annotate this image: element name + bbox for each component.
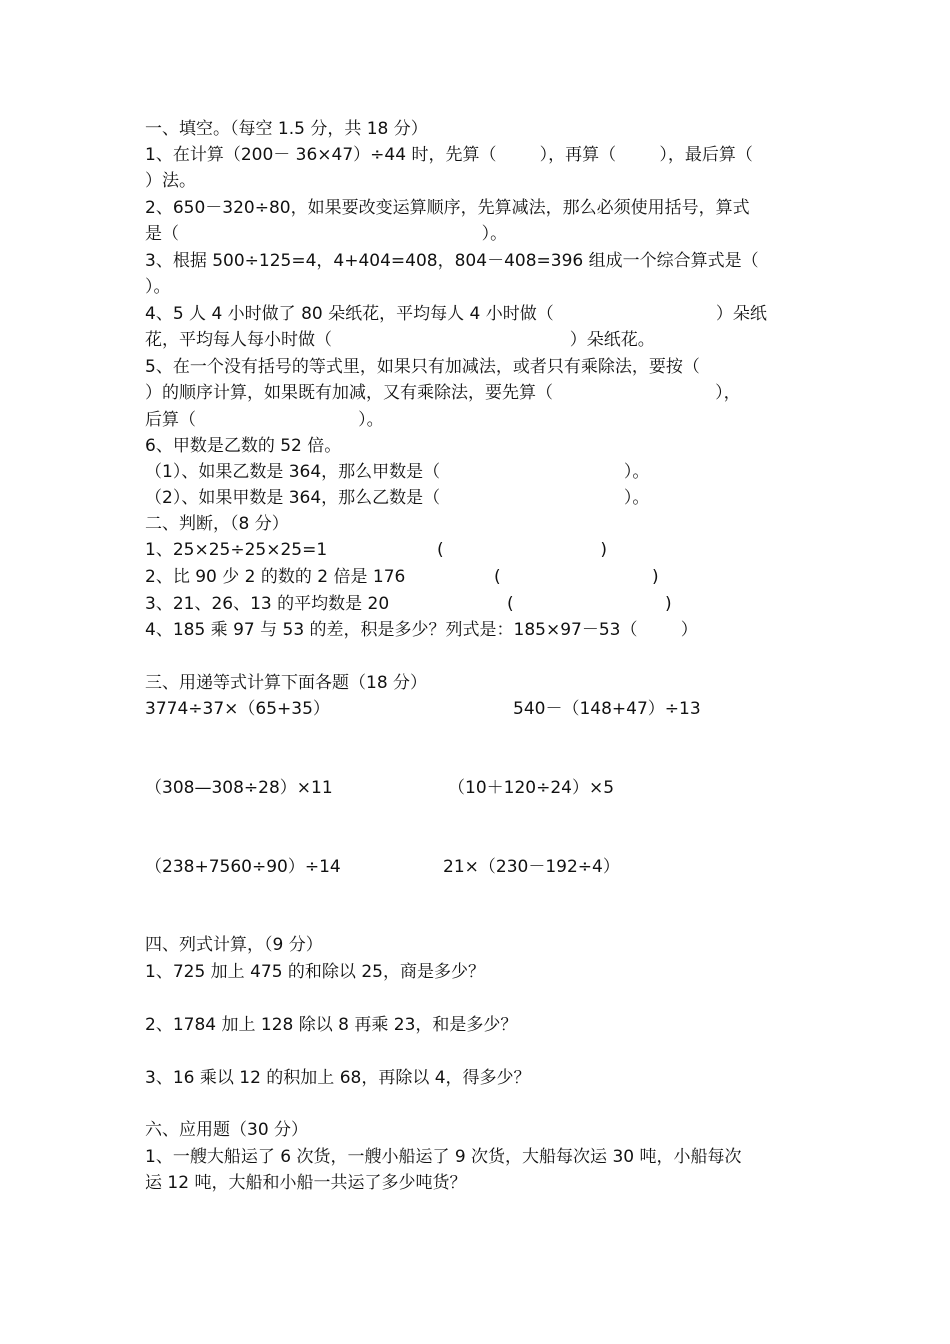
judge-item-3: 3、21、26、13 的平均数是 20 bbox=[145, 594, 390, 614]
q5-line1: 5、在一个没有括号的等式里，如果只有加减法，或者只有乘除法，要按（ bbox=[145, 357, 700, 377]
calc-problem-1: 3774÷37×（65+35） bbox=[145, 699, 330, 719]
calc-problem-6: 21×（230－192÷4） bbox=[443, 857, 620, 877]
calc-problem-3: （308—308÷28）×11 bbox=[145, 778, 333, 798]
section4-title: 四、列式计算，（9 分） bbox=[145, 935, 323, 955]
judge-item-4: 4、185 乘 97 与 53 的差，积是多少？列式是：185×97－53（ ） bbox=[145, 620, 698, 640]
judge-item-2: 2、比 90 少 2 的数的 2 倍是 176 bbox=[145, 567, 406, 587]
q3-line2: ）。 bbox=[145, 277, 171, 297]
section6-title: 六、应用题（30 分） bbox=[145, 1120, 309, 1140]
judge-blank-1: ( ) bbox=[437, 540, 607, 560]
q5-line3: 后算（ ）。 bbox=[145, 410, 384, 430]
q1-line1: 1、在计算（200－ 36×47）÷44 时，先算（ ），再算（ ），最后算（ bbox=[145, 145, 753, 165]
judge-item-1: 1、25×25÷25×25=1 bbox=[145, 540, 328, 560]
q2-line1: 2、650－320÷80，如果要改变运算顺序，先算减法，那么必须使用括号，算式 bbox=[145, 198, 750, 218]
q5-line2: ）的顺序计算，如果既有加减，又有乘除法，要先算（ ）， bbox=[145, 383, 741, 403]
app-q1-line1: 1、一艘大船运了 6 次货，一艘小船运了 9 次货，大船每次运 30 吨，小船每次 bbox=[145, 1147, 742, 1167]
q4-line1: 4、5 人 4 小时做了 80 朵纸花，平均每人 4 小时做（ ）朵纸 bbox=[145, 304, 767, 324]
judge-blank-2: ( ) bbox=[494, 567, 659, 587]
section3-title: 三、用递等式计算下面各题（18 分） bbox=[145, 673, 428, 693]
q6-sub2: （2）、如果甲数是 364，那么乙数是（ ）。 bbox=[145, 488, 650, 508]
section1-title: 一、填空。（每空 1.5 分，共 18 分） bbox=[145, 119, 428, 139]
section2-title: 二、判断，（8 分） bbox=[145, 514, 289, 534]
judge-blank-3: ( ) bbox=[507, 594, 672, 614]
q6-sub1: （1）、如果乙数是 364，那么甲数是（ ）。 bbox=[145, 462, 650, 482]
calc-problem-5: （238+7560÷90）÷14 bbox=[145, 857, 341, 877]
calc-problem-2: 540－（148+47）÷13 bbox=[513, 699, 701, 719]
word-calc-3: 3、16 乘以 12 的积加上 68，再除以 4，得多少？ bbox=[145, 1068, 531, 1088]
q1-line2: ）法。 bbox=[145, 171, 196, 191]
q6-stem: 6、甲数是乙数的 52 倍。 bbox=[145, 436, 342, 456]
q4-line2: 花，平均每人每小时做（ ）朵纸花。 bbox=[145, 330, 655, 350]
q2-line2: 是（ ）。 bbox=[145, 224, 508, 244]
calc-problem-4: （10＋120÷24）×5 bbox=[448, 778, 615, 798]
word-calc-1: 1、725 加上 475 的和除以 25，商是多少？ bbox=[145, 962, 485, 982]
word-calc-2: 2、1784 加上 128 除以 8 再乘 23，和是多少？ bbox=[145, 1015, 518, 1035]
q3-line1: 3、根据 500÷125=4，4+404=408，804－408=396 组成一个综合算式是（ bbox=[145, 251, 759, 271]
app-q1-line2: 运 12 吨，大船和小船一共运了多少吨货？ bbox=[145, 1173, 467, 1193]
